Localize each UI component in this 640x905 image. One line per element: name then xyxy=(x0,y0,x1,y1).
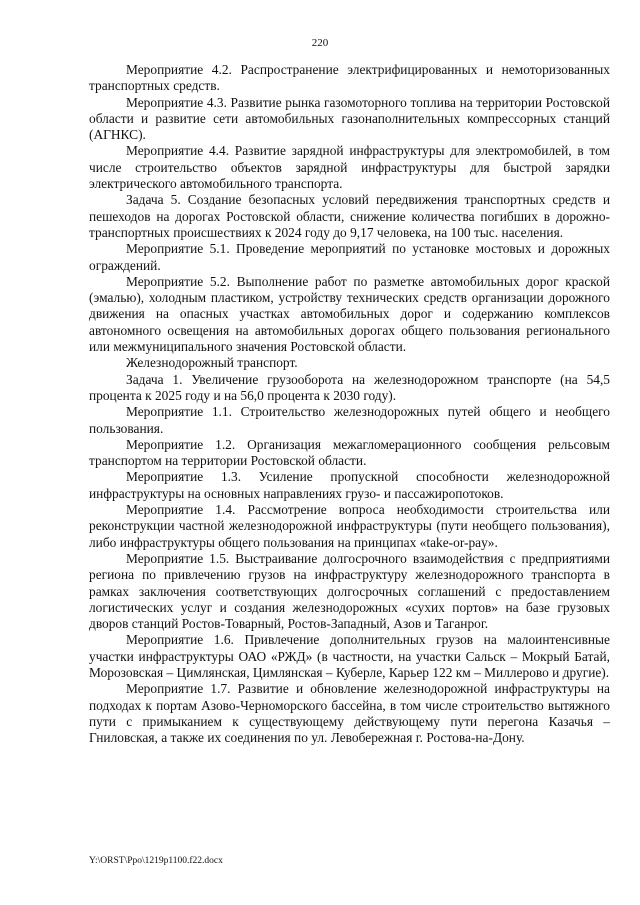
section-heading-railway: Железнодорожный транспорт. xyxy=(126,355,298,371)
footer-file-path: Y:\ORST\Ppo\1219p1100.f22.docx xyxy=(89,856,223,866)
paragraph-measure-1-1: Мероприятие 1.1. Строительство железнодорожных путей общего и необщего пользования. xyxy=(89,404,610,436)
paragraph-measure-1-3: Мероприятие 1.3. Усиление пропускной способности железнодорожной инфраструктуры на основных направлениях грузо- и пассажиропотоков. xyxy=(89,469,610,501)
paragraph-measure-1-7: Мероприятие 1.7. Развитие и обновление железнодорожной инфраструктуры на подходах к портам Азово-Черноморского бассейна, в том числе строительство вытяжного пути с примыканием к существующему действующему пути перегона Казачья – Гниловская, а также их соединения по ул. Левобережная г. Ростова-на-Дону. xyxy=(89,681,610,746)
paragraph-measure-5-1: Мероприятие 5.1. Проведение мероприятий по установке мостовых и дорожных ограждений. xyxy=(89,241,610,273)
paragraph-measure-4-3: Мероприятие 4.3. Развитие рынка газомоторного топлива на территории Ростовской области и развитие сети автомобильных газонаполнительных компрессорных станций (АГНКС). xyxy=(89,94,610,143)
paragraph-measure-1-2: Мероприятие 1.2. Организация межагломерационного сообщения рельсовым транспортом на территории Ростовской области. xyxy=(89,436,610,469)
paragraph-measure-1-6: Мероприятие 1.6. Привлечение дополнительных грузов на малоинтенсивные участки инфраструктуры ОАО «РЖД» (в частности, на участки Сальск – Мокрый Батай, Морозовская – Цимлянская, Цимлянская – Куберле, Карьер 122 км – Миллерово и другие). xyxy=(89,632,610,680)
paragraph-measure-1-4: Мероприятие 1.4. Рассмотрение вопроса необходимости строительства или реконструкции частной железнодорожной инфраструктуры (пути необщего пользования), либо инфраструктуры общего пользования на принципах «take-or-pay». xyxy=(89,502,610,550)
paragraph-measure-4-2: Мероприятие 4.2. Распространение электрифицированных и немоторизованных транспортных средств. xyxy=(89,62,610,94)
paragraph-task-1: Задача 1. Увеличение грузооборота на железнодорожном транспорте (на 54,5 процента к 2025 году и на 56,0 процента к 2030 году). xyxy=(89,371,610,403)
paragraph-measure-4-4: Мероприятие 4.4. Развитие зарядной инфраструктуры для электромобилей, в том числе строительство объектов зарядной инфраструктуры для быстрой зарядки электрического автомобильного транспорта. xyxy=(89,143,610,192)
paragraph-task-5: Задача 5. Создание безопасных условий передвижения транспортных средств и пешеходов на дорогах Ростовской области, снижение количества погибших в дорожно-транспортных происшествиях к 2024 году до 9,17 человека, на 100 тыс. населения. xyxy=(89,192,610,240)
document-body xyxy=(89,62,610,746)
paragraph-measure-1-5: Мероприятие 1.5. Выстраивание долгосрочного взаимодействия с предприятиями региона по привлечению грузов на инфраструктуру железнодорожного транспорта в рамках заключения соответствующих долгосрочных соглашений с предоставлением логистических услуг и создания железнодорожных «сухих портов» на базе грузовых дворов станций Ростов-Товарный, Ростов-Западный, Азов и Таганрог. xyxy=(89,550,610,632)
paragraph-measure-5-2: Мероприятие 5.2. Выполнение работ по разметке автомобильных дорог краской (эмалью), холодным пластиком, устройству технических средств организации дорожного движения на опасных участках автомобильных дорог и содержанию комплексов автономного освещения на автомобильных дорогах общего пользования регионального или межмуниципального значения Ростовской области. xyxy=(89,273,610,355)
page-number: 220 xyxy=(311,37,329,49)
